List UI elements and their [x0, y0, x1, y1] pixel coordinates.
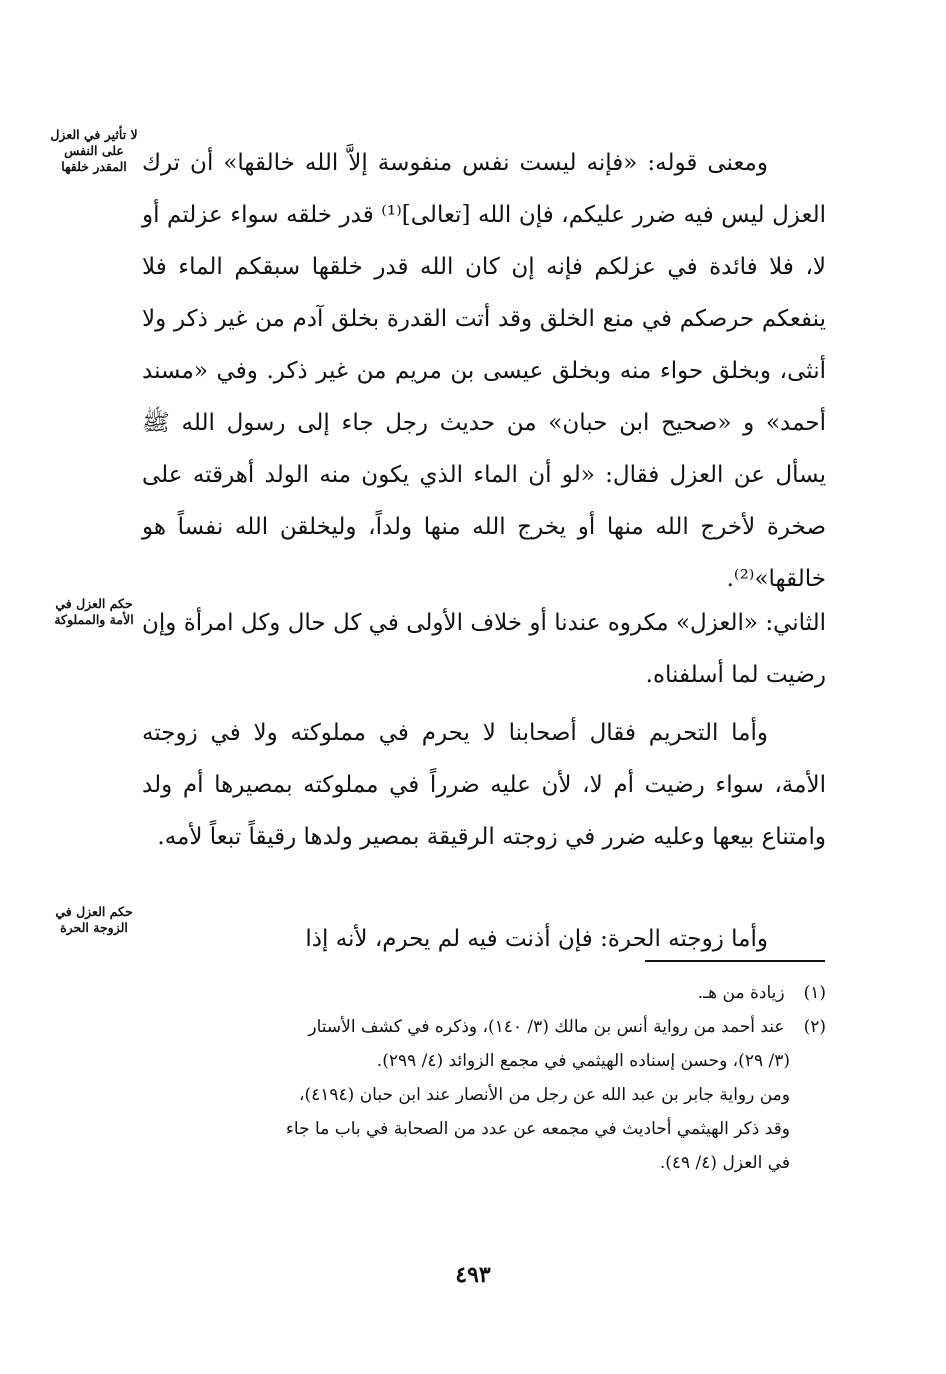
footnote-2-line: وقد ذكر الهيثمي أحاديث في مجمعه عن عدد من الصحابة في باب ما جاء	[285, 1119, 790, 1139]
footnote-2-line: ومن رواية جابر بن عبد الله عن رجل من الأنصار عند ابن حبان (٤١٩٤)،	[299, 1085, 790, 1105]
footnote-number: (١)	[803, 983, 826, 1003]
footnotes	[142, 976, 826, 1180]
paragraph-second-point: الثاني: «العزل» مكروه عندنا أو خلاف الأولى في كل حال وكل امرأة وإن رضيت لما أسلفناه.	[142, 610, 826, 688]
margin-note-no-effect-on-fated-soul: لا تأثير في العزل على النفس المقدر خلقها	[50, 127, 138, 174]
footnote-1	[142, 976, 826, 1010]
paragraph-free-wife: وأما زوجته الحرة: فإن أذنت فيه لم يحرم، لأنه إذا	[305, 926, 768, 952]
page-number: ٤٩٣	[455, 1262, 491, 1288]
footnote-2-line: (٣/ ٢٩)، وحسن إسناده الهيثمي في مجمع الزوائد (٤/ ٢٩٩).	[376, 1051, 790, 1071]
paragraph-prohibition: وأما التحريم فقال أصحابنا لا يحرم في مملوكته ولا في زوجته الأمة، سواء رضيت أم لا، لأن عليه ضرراً في مملوكته بمصيرها أم ولد وامتناع بيعها وعليه ضرر في زوجته الرقيقة بمصير ولدها رقيقاً تبعاً لأمه.	[142, 720, 826, 850]
margin-note-ruling-free-wife: حكم العزل في الزوجة الحرة	[55, 904, 133, 935]
margin-note-ruling-slave-woman: حكم العزل في الأمة والمملوكة	[54, 596, 134, 627]
footnote-2	[142, 1010, 826, 1044]
footnote-text: عند أحمد من رواية أنس بن مالك (٣/ ١٤٠)، وذكره في كشف الأستار	[308, 1017, 785, 1037]
footnote-text: زيادة من هـ.	[697, 983, 785, 1003]
paragraph-meaning-of-saying: ومعنى قوله: «فإنه ليست نفس منفوسة إلاَّ الله خالقها» أن ترك العزل ليس فيه ضرر عليكم، فإن الله [تعالى]⁽¹⁾ قدر خلقه سواء عزلتم أو لا، فلا فائدة في عزلكم فإنه إن كان الله قدر خلقها سبقكم الماء فلا ينفعكم حرصكم في منع الخلق وقد أتت القدرة بخلق آدم من غير ذكر ولا أنثى، وبخلق حواء منه وبخلق عيسى بن مريم من غير ذكر. وفي «مسند أحمد» و «صحيح ابن حبان» من حديث رجل جاء إلى رسول الله ﷺ يسأل عن العزل فقال: «لو أن الماء الذي يكون منه الولد أهرقته على صخرة لأخرج الله منها أو يخرج الله منها ولداً، وليخلقن الله نفساً هو خالقها»⁽²⁾.	[142, 150, 826, 592]
footnote-divider	[645, 960, 825, 962]
footnote-number: (٢)	[803, 1017, 826, 1037]
footnote-2-line: في العزل (٤/ ٤٩).	[659, 1153, 790, 1173]
